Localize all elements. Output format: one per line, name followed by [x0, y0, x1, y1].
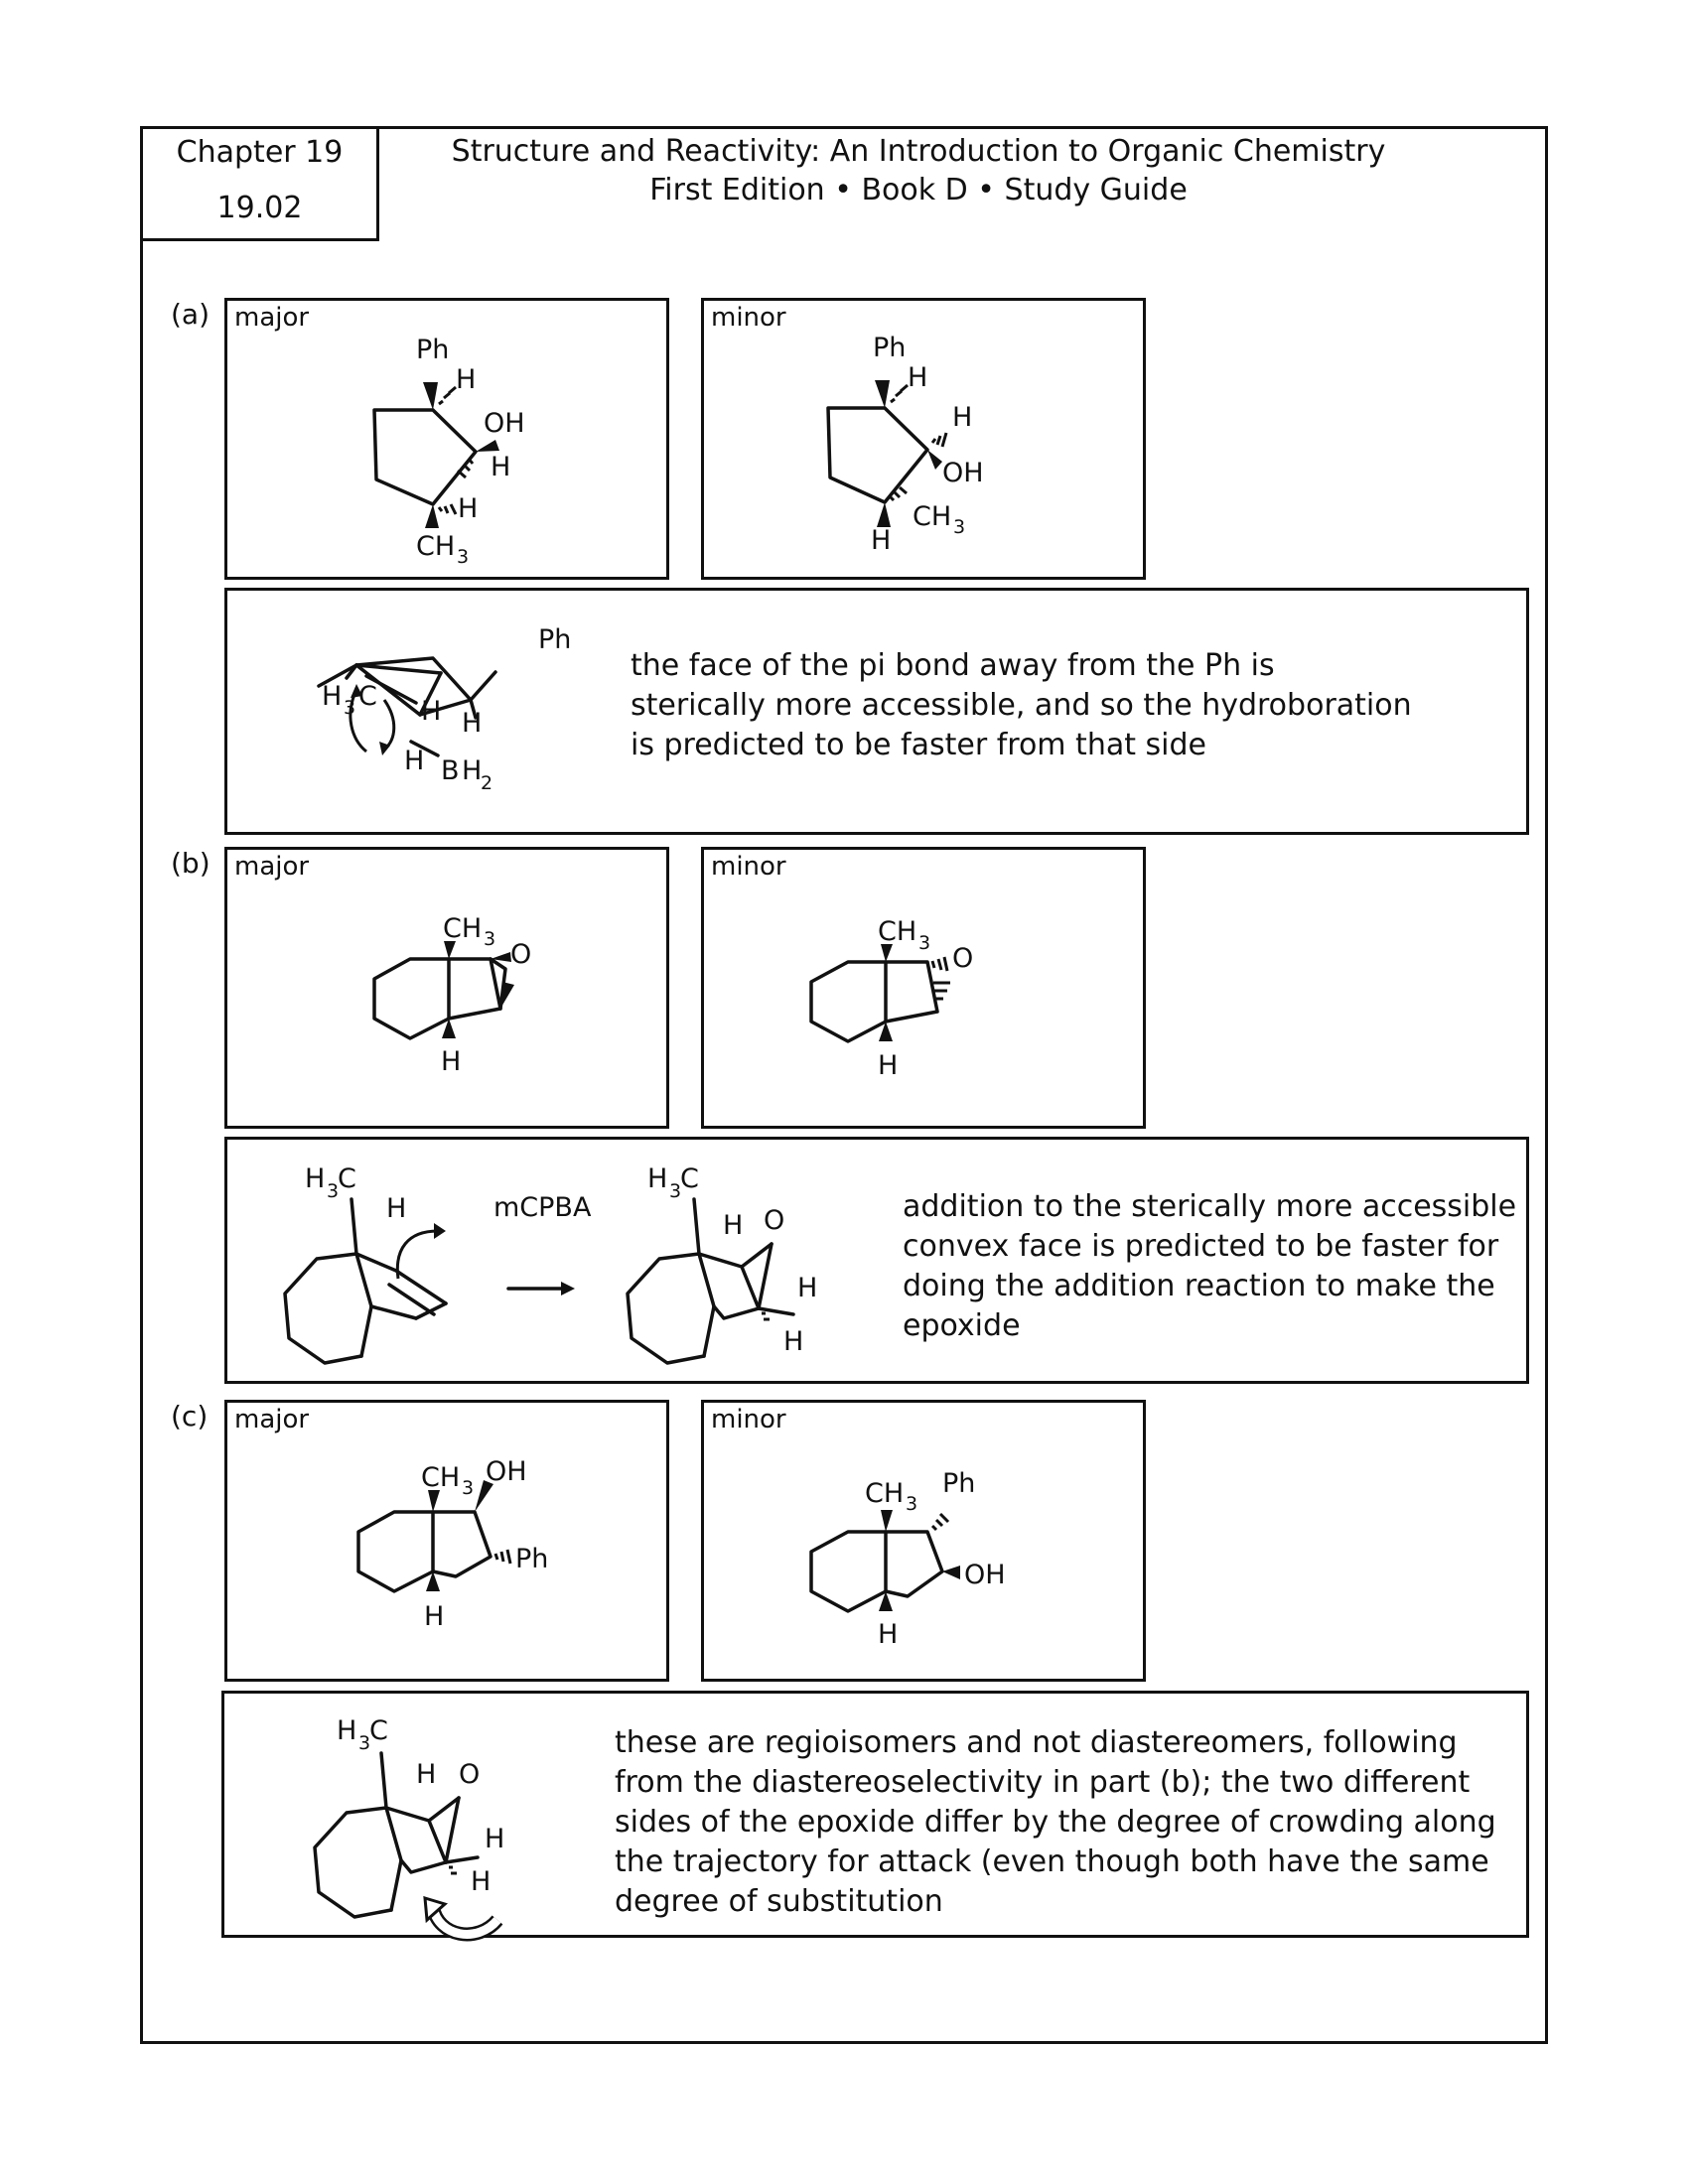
atom-ph: Ph [942, 1468, 976, 1499]
b-minor-structure [704, 850, 1149, 1132]
atom-h: H [404, 746, 425, 776]
chapter-label: Chapter 19 [176, 135, 344, 170]
a-major-box [224, 298, 669, 580]
c-major-box [224, 1400, 669, 1682]
a-major-label: major [234, 303, 310, 333]
atom-o: O [510, 939, 532, 970]
atom-h: H [647, 1163, 668, 1194]
c-expl-line: these are regioisomers and not diastereomers, following [615, 1725, 1458, 1760]
atom-h: H [952, 402, 973, 433]
atom-ch: CH [443, 913, 483, 944]
part-label-c: (c) [171, 1400, 209, 1433]
atom-ph: Ph [515, 1544, 549, 1574]
atom-o: O [952, 943, 974, 974]
atom-h: H [471, 1866, 492, 1897]
c-expl-line: from the diastereoselectivity in part (b); the two different [615, 1765, 1471, 1800]
b-major-box [224, 847, 669, 1129]
a-expl-line: the face of the pi bond away from the Ph is [631, 648, 1275, 683]
epoxidation-scheme [227, 1140, 903, 1387]
atom-b: B [441, 755, 460, 786]
b-expl-line: convex face is predicted to be faster for [903, 1229, 1499, 1264]
c-epoxide-scheme [224, 1694, 641, 1941]
b-minor-box [701, 847, 1146, 1129]
atom-sub-3: 3 [918, 932, 931, 954]
a-minor-label: minor [711, 303, 786, 333]
atom-ch: CH [913, 501, 952, 532]
chapter-box [140, 126, 379, 241]
atom-sub-3: 3 [457, 546, 470, 568]
atom-h: H [485, 1824, 505, 1854]
atom-c: C [338, 1163, 356, 1194]
b-minor-label: minor [711, 852, 786, 882]
c-expl-line: the trajectory for attack (even though both have the same [615, 1844, 1489, 1879]
atom-h: H [462, 708, 483, 739]
atom-h: H [441, 1046, 462, 1077]
atom-ch: CH [865, 1478, 905, 1509]
atom-c: C [369, 1715, 388, 1746]
atom-h: H [723, 1210, 744, 1241]
c-minor-structure [704, 1403, 1149, 1685]
atom-sub-3: 3 [669, 1180, 682, 1202]
b-expl-line: addition to the sterically more accessible [903, 1189, 1517, 1224]
atom-h: H [424, 1601, 445, 1632]
atom-h: H [878, 1050, 899, 1081]
atom-h: H [462, 755, 483, 786]
atom-h: H [322, 681, 343, 712]
c-explanation-text [615, 1723, 1496, 1922]
atom-h: H [337, 1715, 357, 1746]
atom-o: O [764, 1205, 785, 1236]
atom-c: C [680, 1163, 699, 1194]
c-expl-line: sides of the epoxide differ by the degree of crowding along [615, 1805, 1496, 1840]
atom-ph: Ph [416, 335, 450, 365]
c-major-structure [227, 1403, 672, 1685]
atom-sub-2: 2 [481, 772, 493, 794]
atom-ch: CH [878, 916, 917, 947]
a-explanation-text [631, 646, 1412, 765]
b-major-label: major [234, 852, 310, 882]
atom-oh: OH [484, 408, 525, 439]
atom-ph: Ph [538, 624, 572, 655]
b-expl-line: doing the addition reaction to make the [903, 1269, 1495, 1303]
atom-h: H [908, 362, 928, 393]
a-minor-box [701, 298, 1146, 580]
a-expl-line: sterically more accessible, and so the hydroboration [631, 688, 1412, 723]
atom-sub-3: 3 [327, 1180, 340, 1202]
atom-sub-3: 3 [484, 928, 496, 950]
atom-sub-3: 3 [906, 1493, 918, 1515]
atom-sub-3: 3 [358, 1732, 371, 1754]
atom-oh: OH [486, 1456, 527, 1487]
atom-h: H [416, 1759, 437, 1790]
atom-h: H [456, 364, 477, 395]
part-label-b: (b) [171, 847, 211, 880]
atom-h: H [386, 1193, 407, 1224]
a-minor-structure [704, 301, 1149, 583]
atom-ch: CH [421, 1462, 461, 1493]
a-expl-line: is predicted to be faster from that side [631, 728, 1206, 762]
c-minor-label: minor [711, 1405, 786, 1434]
atom-h: H [458, 493, 479, 524]
c-minor-box [701, 1400, 1146, 1682]
b-expl-line: epoxide [903, 1308, 1021, 1343]
c-major-label: major [234, 1405, 310, 1434]
b-major-structure [227, 850, 672, 1132]
b-explanation-text [903, 1187, 1516, 1346]
atom-h: H [878, 1619, 899, 1650]
atom-h: H [797, 1273, 818, 1303]
c-expl-line: degree of substitution [615, 1884, 943, 1919]
atom-ch: CH [416, 531, 456, 562]
section-number: 19.02 [216, 191, 303, 225]
atom-sub-3: 3 [462, 1477, 475, 1499]
atom-o: O [459, 1759, 481, 1790]
atom-sub-3: 3 [344, 697, 356, 719]
atom-h: H [491, 452, 511, 482]
a-explanation-box [224, 588, 1529, 835]
atom-sub-3: 3 [953, 516, 966, 538]
atom-ph: Ph [873, 333, 907, 363]
part-label-a: (a) [171, 298, 211, 331]
reagent: mCPBA [493, 1192, 592, 1223]
a-major-structure [227, 301, 672, 583]
atom-oh: OH [942, 458, 984, 488]
atom-h: H [871, 525, 892, 556]
atom-oh: OH [964, 1560, 1006, 1590]
book-title: Structure and Reactivity: An Introduction to Organic Chemistry [451, 134, 1386, 169]
c-explanation-box [221, 1691, 1529, 1938]
atom-c: C [358, 681, 377, 712]
atom-h: H [305, 1163, 326, 1194]
atom-h: H [421, 696, 442, 727]
atom-h: H [783, 1326, 804, 1357]
b-explanation-box [224, 1137, 1529, 1384]
book-subtitle: First Edition • Book D • Study Guide [649, 173, 1188, 207]
